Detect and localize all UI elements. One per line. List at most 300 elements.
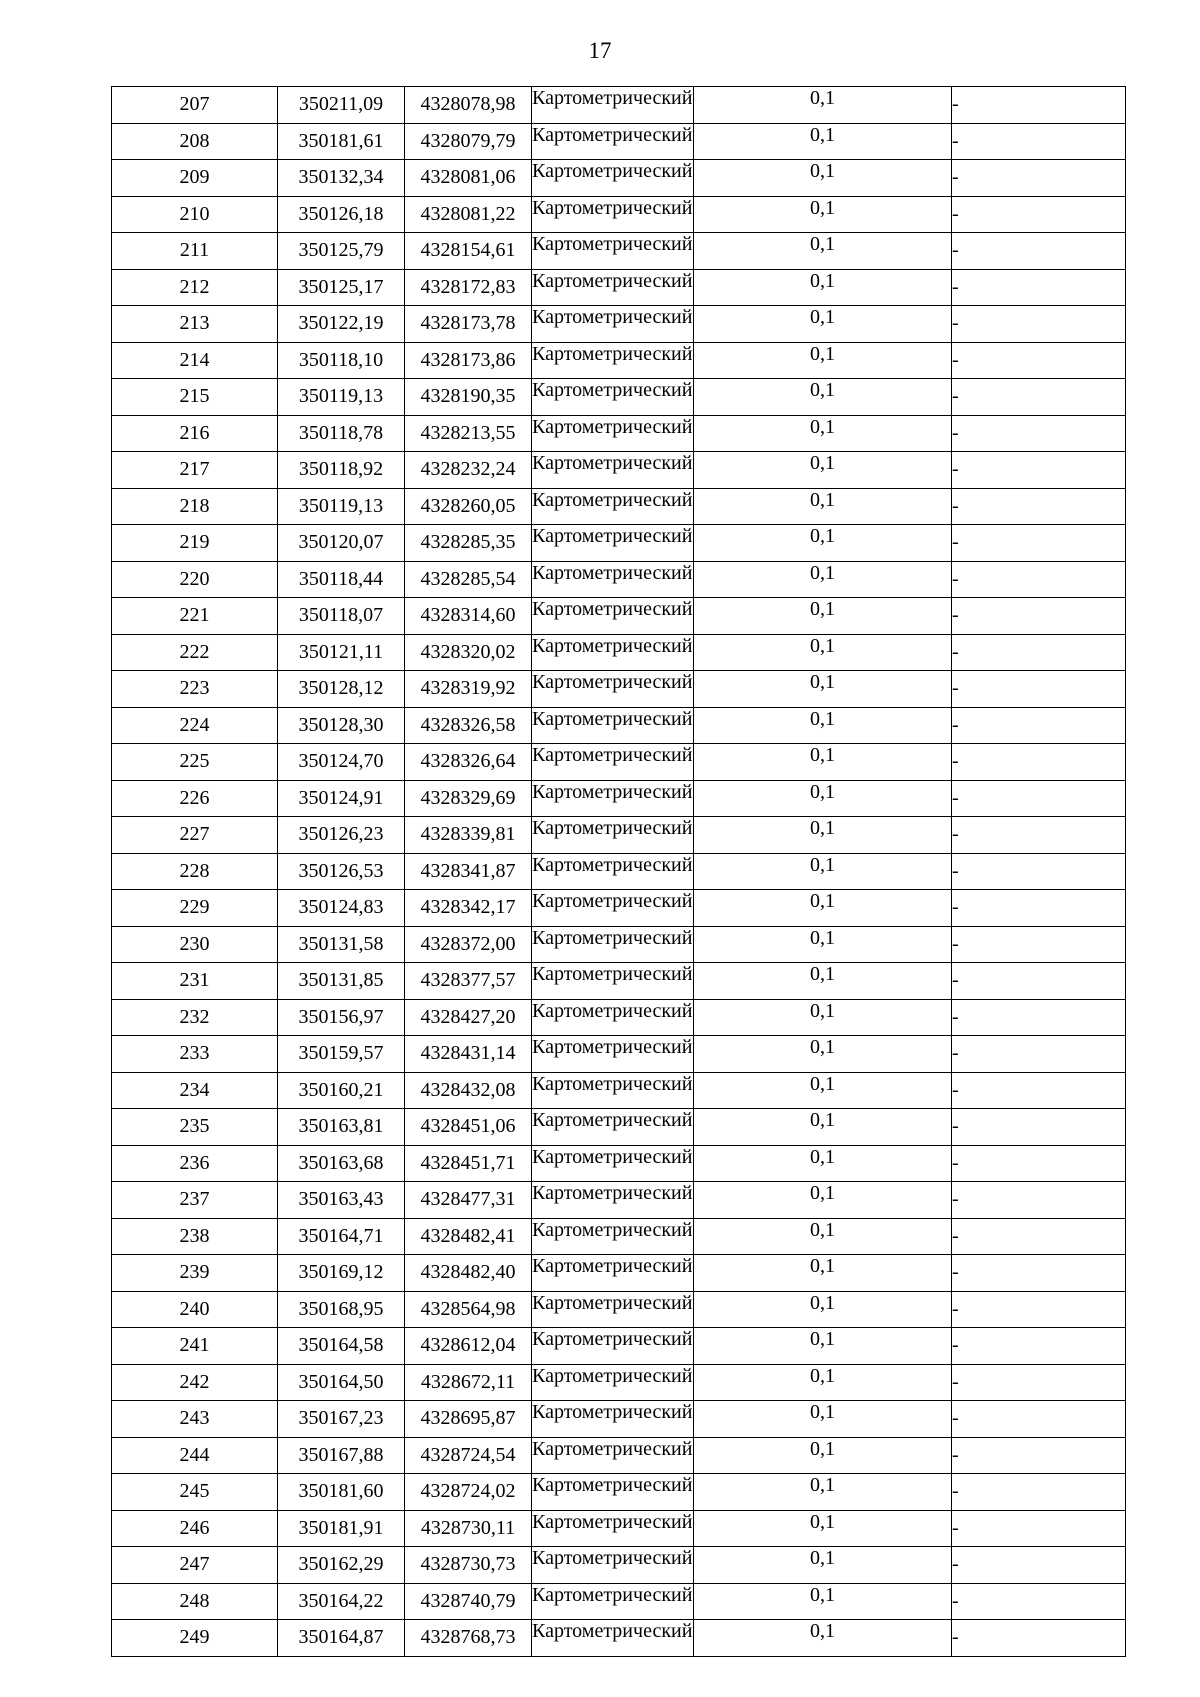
y-coordinate-cell: 4328190,35 (405, 379, 532, 416)
description-cell: - (952, 452, 1126, 489)
coordinates-table-body (112, 87, 1126, 1657)
table-row (112, 306, 1126, 343)
method-cell: Картометрический (532, 1072, 694, 1109)
point-number-cell: 208 (112, 123, 278, 160)
y-coordinate-cell: 4328341,87 (405, 853, 532, 890)
table-row (112, 1474, 1126, 1511)
coordinates-table (111, 86, 1126, 1657)
accuracy-cell: 0,1 (694, 488, 952, 525)
y-coordinate-cell: 4328320,02 (405, 634, 532, 671)
description-cell: - (952, 963, 1126, 1000)
description-cell: - (952, 233, 1126, 270)
description-cell: - (952, 1547, 1126, 1584)
description-cell: - (952, 1474, 1126, 1511)
x-coordinate-cell: 350181,91 (278, 1510, 405, 1547)
y-coordinate-cell: 4328081,06 (405, 160, 532, 197)
accuracy-cell: 0,1 (694, 269, 952, 306)
y-coordinate-cell: 4328724,54 (405, 1437, 532, 1474)
accuracy-cell: 0,1 (694, 1437, 952, 1474)
x-coordinate-cell: 350128,30 (278, 707, 405, 744)
x-coordinate-cell: 350118,10 (278, 342, 405, 379)
x-coordinate-cell: 350167,23 (278, 1401, 405, 1438)
description-cell: - (952, 1328, 1126, 1365)
description-cell: - (952, 379, 1126, 416)
method-cell: Картометрический (532, 196, 694, 233)
accuracy-cell: 0,1 (694, 87, 952, 124)
table-row (112, 1364, 1126, 1401)
method-cell: Картометрический (532, 817, 694, 854)
point-number-cell: 217 (112, 452, 278, 489)
y-coordinate-cell: 4328730,73 (405, 1547, 532, 1584)
y-coordinate-cell: 4328232,24 (405, 452, 532, 489)
method-cell: Картометрический (532, 306, 694, 343)
method-cell: Картометрический (532, 1510, 694, 1547)
description-cell: - (952, 926, 1126, 963)
accuracy-cell: 0,1 (694, 634, 952, 671)
point-number-cell: 210 (112, 196, 278, 233)
table-row (112, 1072, 1126, 1109)
description-cell: - (952, 196, 1126, 233)
y-coordinate-cell: 4328326,64 (405, 744, 532, 781)
method-cell: Картометрический (532, 415, 694, 452)
table-row (112, 1437, 1126, 1474)
y-coordinate-cell: 4328260,05 (405, 488, 532, 525)
description-cell: - (952, 342, 1126, 379)
y-coordinate-cell: 4328724,02 (405, 1474, 532, 1511)
y-coordinate-cell: 4328329,69 (405, 780, 532, 817)
accuracy-cell: 0,1 (694, 853, 952, 890)
y-coordinate-cell: 4328285,54 (405, 561, 532, 598)
y-coordinate-cell: 4328672,11 (405, 1364, 532, 1401)
accuracy-cell: 0,1 (694, 1036, 952, 1073)
table-row (112, 269, 1126, 306)
method-cell: Картометрический (532, 233, 694, 270)
description-cell: - (952, 488, 1126, 525)
method-cell: Картометрический (532, 561, 694, 598)
x-coordinate-cell: 350118,78 (278, 415, 405, 452)
accuracy-cell: 0,1 (694, 707, 952, 744)
accuracy-cell: 0,1 (694, 1401, 952, 1438)
accuracy-cell: 0,1 (694, 1218, 952, 1255)
x-coordinate-cell: 350118,92 (278, 452, 405, 489)
method-cell: Картометрический (532, 853, 694, 890)
description-cell: - (952, 707, 1126, 744)
table-row (112, 561, 1126, 598)
y-coordinate-cell: 4328768,73 (405, 1620, 532, 1657)
point-number-cell: 218 (112, 488, 278, 525)
point-number-cell: 249 (112, 1620, 278, 1657)
table-row (112, 1547, 1126, 1584)
method-cell: Картометрический (532, 1109, 694, 1146)
accuracy-cell: 0,1 (694, 1182, 952, 1219)
x-coordinate-cell: 350124,70 (278, 744, 405, 781)
x-coordinate-cell: 350168,95 (278, 1291, 405, 1328)
table-row (112, 1401, 1126, 1438)
method-cell: Картометрический (532, 160, 694, 197)
table-row (112, 1291, 1126, 1328)
point-number-cell: 233 (112, 1036, 278, 1073)
y-coordinate-cell: 4328451,06 (405, 1109, 532, 1146)
table-row (112, 926, 1126, 963)
table-row (112, 780, 1126, 817)
method-cell: Картометрический (532, 1401, 694, 1438)
accuracy-cell: 0,1 (694, 561, 952, 598)
table-row (112, 525, 1126, 562)
method-cell: Картометрический (532, 634, 694, 671)
method-cell: Картометрический (532, 379, 694, 416)
accuracy-cell: 0,1 (694, 1255, 952, 1292)
x-coordinate-cell: 350156,97 (278, 999, 405, 1036)
y-coordinate-cell: 4328730,11 (405, 1510, 532, 1547)
x-coordinate-cell: 350163,43 (278, 1182, 405, 1219)
description-cell: - (952, 1401, 1126, 1438)
accuracy-cell: 0,1 (694, 1328, 952, 1365)
y-coordinate-cell: 4328377,57 (405, 963, 532, 1000)
accuracy-cell: 0,1 (694, 525, 952, 562)
method-cell: Картометрический (532, 1036, 694, 1073)
table-row (112, 123, 1126, 160)
accuracy-cell: 0,1 (694, 452, 952, 489)
table-row (112, 999, 1126, 1036)
point-number-cell: 236 (112, 1145, 278, 1182)
x-coordinate-cell: 350119,13 (278, 379, 405, 416)
x-coordinate-cell: 350132,34 (278, 160, 405, 197)
description-cell: - (952, 853, 1126, 890)
x-coordinate-cell: 350160,21 (278, 1072, 405, 1109)
x-coordinate-cell: 350164,50 (278, 1364, 405, 1401)
point-number-cell: 212 (112, 269, 278, 306)
point-number-cell: 216 (112, 415, 278, 452)
x-coordinate-cell: 350120,07 (278, 525, 405, 562)
y-coordinate-cell: 4328564,98 (405, 1291, 532, 1328)
method-cell: Картометрический (532, 707, 694, 744)
table-row (112, 707, 1126, 744)
method-cell: Картометрический (532, 1437, 694, 1474)
method-cell: Картометрический (532, 1291, 694, 1328)
method-cell: Картометрический (532, 452, 694, 489)
x-coordinate-cell: 350164,71 (278, 1218, 405, 1255)
accuracy-cell: 0,1 (694, 160, 952, 197)
accuracy-cell: 0,1 (694, 926, 952, 963)
page-number: 17 (588, 38, 612, 63)
y-coordinate-cell: 4328339,81 (405, 817, 532, 854)
accuracy-cell: 0,1 (694, 233, 952, 270)
method-cell: Картометрический (532, 1583, 694, 1620)
accuracy-cell: 0,1 (694, 780, 952, 817)
point-number-cell: 219 (112, 525, 278, 562)
x-coordinate-cell: 350181,60 (278, 1474, 405, 1511)
accuracy-cell: 0,1 (694, 671, 952, 708)
accuracy-cell: 0,1 (694, 1109, 952, 1146)
point-number-cell: 230 (112, 926, 278, 963)
x-coordinate-cell: 350118,44 (278, 561, 405, 598)
description-cell: - (952, 415, 1126, 452)
description-cell: - (952, 561, 1126, 598)
method-cell: Картометрический (532, 1474, 694, 1511)
point-number-cell: 244 (112, 1437, 278, 1474)
description-cell: - (952, 306, 1126, 343)
point-number-cell: 242 (112, 1364, 278, 1401)
description-cell: - (952, 744, 1126, 781)
point-number-cell: 235 (112, 1109, 278, 1146)
table-row (112, 1620, 1126, 1657)
table-row (112, 196, 1126, 233)
description-cell: - (952, 160, 1126, 197)
x-coordinate-cell: 350131,85 (278, 963, 405, 1000)
table-row (112, 452, 1126, 489)
y-coordinate-cell: 4328740,79 (405, 1583, 532, 1620)
x-coordinate-cell: 350211,09 (278, 87, 405, 124)
table-row (112, 1328, 1126, 1365)
table-row (112, 744, 1126, 781)
x-coordinate-cell: 350122,19 (278, 306, 405, 343)
description-cell: - (952, 817, 1126, 854)
accuracy-cell: 0,1 (694, 1291, 952, 1328)
table-row (112, 1109, 1126, 1146)
point-number-cell: 240 (112, 1291, 278, 1328)
accuracy-cell: 0,1 (694, 1620, 952, 1657)
point-number-cell: 237 (112, 1182, 278, 1219)
table-row (112, 1182, 1126, 1219)
table-row (112, 817, 1126, 854)
table-row (112, 890, 1126, 927)
y-coordinate-cell: 4328079,79 (405, 123, 532, 160)
y-coordinate-cell: 4328081,22 (405, 196, 532, 233)
table-row (112, 1036, 1126, 1073)
y-coordinate-cell: 4328154,61 (405, 233, 532, 270)
y-coordinate-cell: 4328173,86 (405, 342, 532, 379)
point-number-cell: 209 (112, 160, 278, 197)
x-coordinate-cell: 350163,81 (278, 1109, 405, 1146)
y-coordinate-cell: 4328432,08 (405, 1072, 532, 1109)
accuracy-cell: 0,1 (694, 999, 952, 1036)
method-cell: Картометрический (532, 780, 694, 817)
table-row (112, 1583, 1126, 1620)
point-number-cell: 223 (112, 671, 278, 708)
table-row (112, 233, 1126, 270)
point-number-cell: 234 (112, 1072, 278, 1109)
x-coordinate-cell: 350118,07 (278, 598, 405, 635)
description-cell: - (952, 598, 1126, 635)
x-coordinate-cell: 350169,12 (278, 1255, 405, 1292)
accuracy-cell: 0,1 (694, 196, 952, 233)
point-number-cell: 213 (112, 306, 278, 343)
y-coordinate-cell: 4328427,20 (405, 999, 532, 1036)
table-row (112, 1510, 1126, 1547)
x-coordinate-cell: 350125,79 (278, 233, 405, 270)
accuracy-cell: 0,1 (694, 1072, 952, 1109)
method-cell: Картометрический (532, 269, 694, 306)
x-coordinate-cell: 350131,58 (278, 926, 405, 963)
description-cell: - (952, 1437, 1126, 1474)
description-cell: - (952, 890, 1126, 927)
accuracy-cell: 0,1 (694, 379, 952, 416)
accuracy-cell: 0,1 (694, 123, 952, 160)
description-cell: - (952, 1109, 1126, 1146)
description-cell: - (952, 671, 1126, 708)
point-number-cell: 214 (112, 342, 278, 379)
method-cell: Картометрический (532, 890, 694, 927)
table-row (112, 379, 1126, 416)
point-number-cell: 239 (112, 1255, 278, 1292)
description-cell: - (952, 634, 1126, 671)
method-cell: Картометрический (532, 123, 694, 160)
y-coordinate-cell: 4328482,41 (405, 1218, 532, 1255)
x-coordinate-cell: 350125,17 (278, 269, 405, 306)
description-cell: - (952, 1510, 1126, 1547)
table-row (112, 853, 1126, 890)
method-cell: Картометрический (532, 1364, 694, 1401)
accuracy-cell: 0,1 (694, 744, 952, 781)
point-number-cell: 227 (112, 817, 278, 854)
y-coordinate-cell: 4328612,04 (405, 1328, 532, 1365)
table-row (112, 415, 1126, 452)
description-cell: - (952, 525, 1126, 562)
method-cell: Картометрический (532, 525, 694, 562)
y-coordinate-cell: 4328372,00 (405, 926, 532, 963)
accuracy-cell: 0,1 (694, 1474, 952, 1511)
x-coordinate-cell: 350124,83 (278, 890, 405, 927)
y-coordinate-cell: 4328326,58 (405, 707, 532, 744)
point-number-cell: 224 (112, 707, 278, 744)
accuracy-cell: 0,1 (694, 1364, 952, 1401)
method-cell: Картометрический (532, 1620, 694, 1657)
point-number-cell: 226 (112, 780, 278, 817)
method-cell: Картометрический (532, 1145, 694, 1182)
table-row (112, 1255, 1126, 1292)
point-number-cell: 221 (112, 598, 278, 635)
point-number-cell: 228 (112, 853, 278, 890)
y-coordinate-cell: 4328173,78 (405, 306, 532, 343)
point-number-cell: 245 (112, 1474, 278, 1511)
y-coordinate-cell: 4328431,14 (405, 1036, 532, 1073)
accuracy-cell: 0,1 (694, 817, 952, 854)
y-coordinate-cell: 4328078,98 (405, 87, 532, 124)
x-coordinate-cell: 350164,87 (278, 1620, 405, 1657)
x-coordinate-cell: 350121,11 (278, 634, 405, 671)
accuracy-cell: 0,1 (694, 306, 952, 343)
method-cell: Картометрический (532, 671, 694, 708)
x-coordinate-cell: 350162,29 (278, 1547, 405, 1584)
y-coordinate-cell: 4328213,55 (405, 415, 532, 452)
description-cell: - (952, 1583, 1126, 1620)
method-cell: Картометрический (532, 1182, 694, 1219)
description-cell: - (952, 1182, 1126, 1219)
description-cell: - (952, 1036, 1126, 1073)
method-cell: Картометрический (532, 1218, 694, 1255)
method-cell: Картометрический (532, 598, 694, 635)
accuracy-cell: 0,1 (694, 1583, 952, 1620)
x-coordinate-cell: 350164,22 (278, 1583, 405, 1620)
description-cell: - (952, 1364, 1126, 1401)
description-cell: - (952, 1145, 1126, 1182)
x-coordinate-cell: 350124,91 (278, 780, 405, 817)
x-coordinate-cell: 350181,61 (278, 123, 405, 160)
y-coordinate-cell: 4328314,60 (405, 598, 532, 635)
method-cell: Картометрический (532, 963, 694, 1000)
description-cell: - (952, 1291, 1126, 1328)
method-cell: Картометрический (532, 926, 694, 963)
point-number-cell: 246 (112, 1510, 278, 1547)
method-cell: Картометрический (532, 1547, 694, 1584)
point-number-cell: 248 (112, 1583, 278, 1620)
y-coordinate-cell: 4328172,83 (405, 269, 532, 306)
point-number-cell: 211 (112, 233, 278, 270)
y-coordinate-cell: 4328482,40 (405, 1255, 532, 1292)
point-number-cell: 207 (112, 87, 278, 124)
point-number-cell: 220 (112, 561, 278, 598)
table-row (112, 342, 1126, 379)
y-coordinate-cell: 4328695,87 (405, 1401, 532, 1438)
accuracy-cell: 0,1 (694, 598, 952, 635)
y-coordinate-cell: 4328477,31 (405, 1182, 532, 1219)
y-coordinate-cell: 4328451,71 (405, 1145, 532, 1182)
description-cell: - (952, 999, 1126, 1036)
x-coordinate-cell: 350159,57 (278, 1036, 405, 1073)
table-row (112, 963, 1126, 1000)
method-cell: Картометрический (532, 342, 694, 379)
description-cell: - (952, 87, 1126, 124)
method-cell: Картометрический (532, 999, 694, 1036)
method-cell: Картометрический (532, 488, 694, 525)
description-cell: - (952, 780, 1126, 817)
accuracy-cell: 0,1 (694, 1510, 952, 1547)
method-cell: Картометрический (532, 87, 694, 124)
point-number-cell: 231 (112, 963, 278, 1000)
y-coordinate-cell: 4328319,92 (405, 671, 532, 708)
x-coordinate-cell: 350119,13 (278, 488, 405, 525)
method-cell: Картометрический (532, 1328, 694, 1365)
table-row (112, 1145, 1126, 1182)
x-coordinate-cell: 350167,88 (278, 1437, 405, 1474)
table-row (112, 634, 1126, 671)
method-cell: Картометрический (532, 1255, 694, 1292)
table-row (112, 598, 1126, 635)
y-coordinate-cell: 4328342,17 (405, 890, 532, 927)
point-number-cell: 241 (112, 1328, 278, 1365)
accuracy-cell: 0,1 (694, 415, 952, 452)
accuracy-cell: 0,1 (694, 1145, 952, 1182)
description-cell: - (952, 1620, 1126, 1657)
table-row (112, 160, 1126, 197)
y-coordinate-cell: 4328285,35 (405, 525, 532, 562)
x-coordinate-cell: 350126,53 (278, 853, 405, 890)
point-number-cell: 215 (112, 379, 278, 416)
x-coordinate-cell: 350128,12 (278, 671, 405, 708)
table-row (112, 1218, 1126, 1255)
accuracy-cell: 0,1 (694, 890, 952, 927)
description-cell: - (952, 1072, 1126, 1109)
accuracy-cell: 0,1 (694, 342, 952, 379)
point-number-cell: 229 (112, 890, 278, 927)
table-row (112, 87, 1126, 124)
point-number-cell: 225 (112, 744, 278, 781)
method-cell: Картометрический (532, 744, 694, 781)
x-coordinate-cell: 350126,18 (278, 196, 405, 233)
point-number-cell: 232 (112, 999, 278, 1036)
accuracy-cell: 0,1 (694, 1547, 952, 1584)
table-row (112, 671, 1126, 708)
point-number-cell: 247 (112, 1547, 278, 1584)
accuracy-cell: 0,1 (694, 963, 952, 1000)
x-coordinate-cell: 350164,58 (278, 1328, 405, 1365)
point-number-cell: 222 (112, 634, 278, 671)
description-cell: - (952, 1218, 1126, 1255)
description-cell: - (952, 269, 1126, 306)
x-coordinate-cell: 350126,23 (278, 817, 405, 854)
point-number-cell: 243 (112, 1401, 278, 1438)
x-coordinate-cell: 350163,68 (278, 1145, 405, 1182)
